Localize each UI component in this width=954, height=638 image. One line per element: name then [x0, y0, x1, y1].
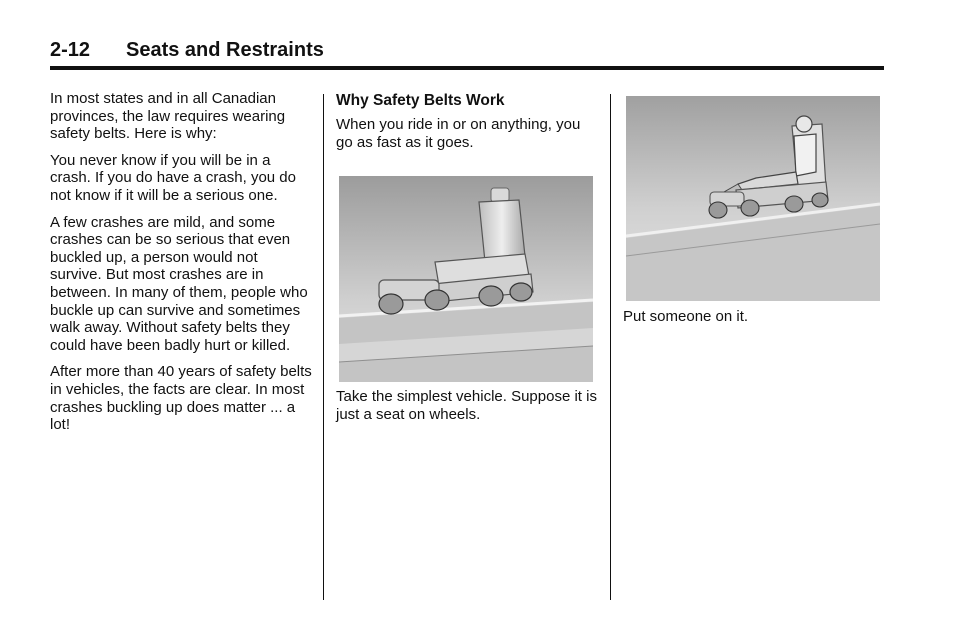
section-title: Seats and Restraints [126, 39, 324, 61]
column-2 [336, 90, 598, 160]
person-on-seat-illustration [626, 96, 880, 301]
paragraph: In most states and in all Canadian provinces, the law requires wearing safety belts. Here is why: [50, 90, 286, 143]
paragraph: When you ride in or on anything, you go as fast as it goes. [336, 116, 581, 151]
paragraph: You never know if you will be in a crash. If you do have a crash, you do not know if it will be a serious one. [50, 151, 296, 204]
column-1 [50, 90, 312, 443]
page-header [50, 38, 884, 70]
column-divider [323, 94, 324, 600]
paragraph: A few crashes are mild, and some crashes can be so serious that even buckled up, a person would not survive. But most crashes are in between. In many of them, people who buckle up can survive and sometimes walk away. Without safety belts they could have been badly hurt or killed. [50, 213, 308, 354]
page-number: 2-12 [50, 39, 91, 61]
figure-caption: Put someone on it. [623, 308, 749, 325]
subsection-heading: Why Safety Belts Work [336, 92, 505, 109]
paragraph: After more than 40 years of safety belts in vehicles, the facts are clear. In most crashes buckling up does matter ... a lot! [50, 363, 312, 434]
seat-on-wheels-illustration [339, 176, 593, 382]
column-divider [610, 94, 611, 600]
figure-caption: Take the simplest vehicle. Suppose it is just a seat on wheels. [336, 388, 597, 423]
